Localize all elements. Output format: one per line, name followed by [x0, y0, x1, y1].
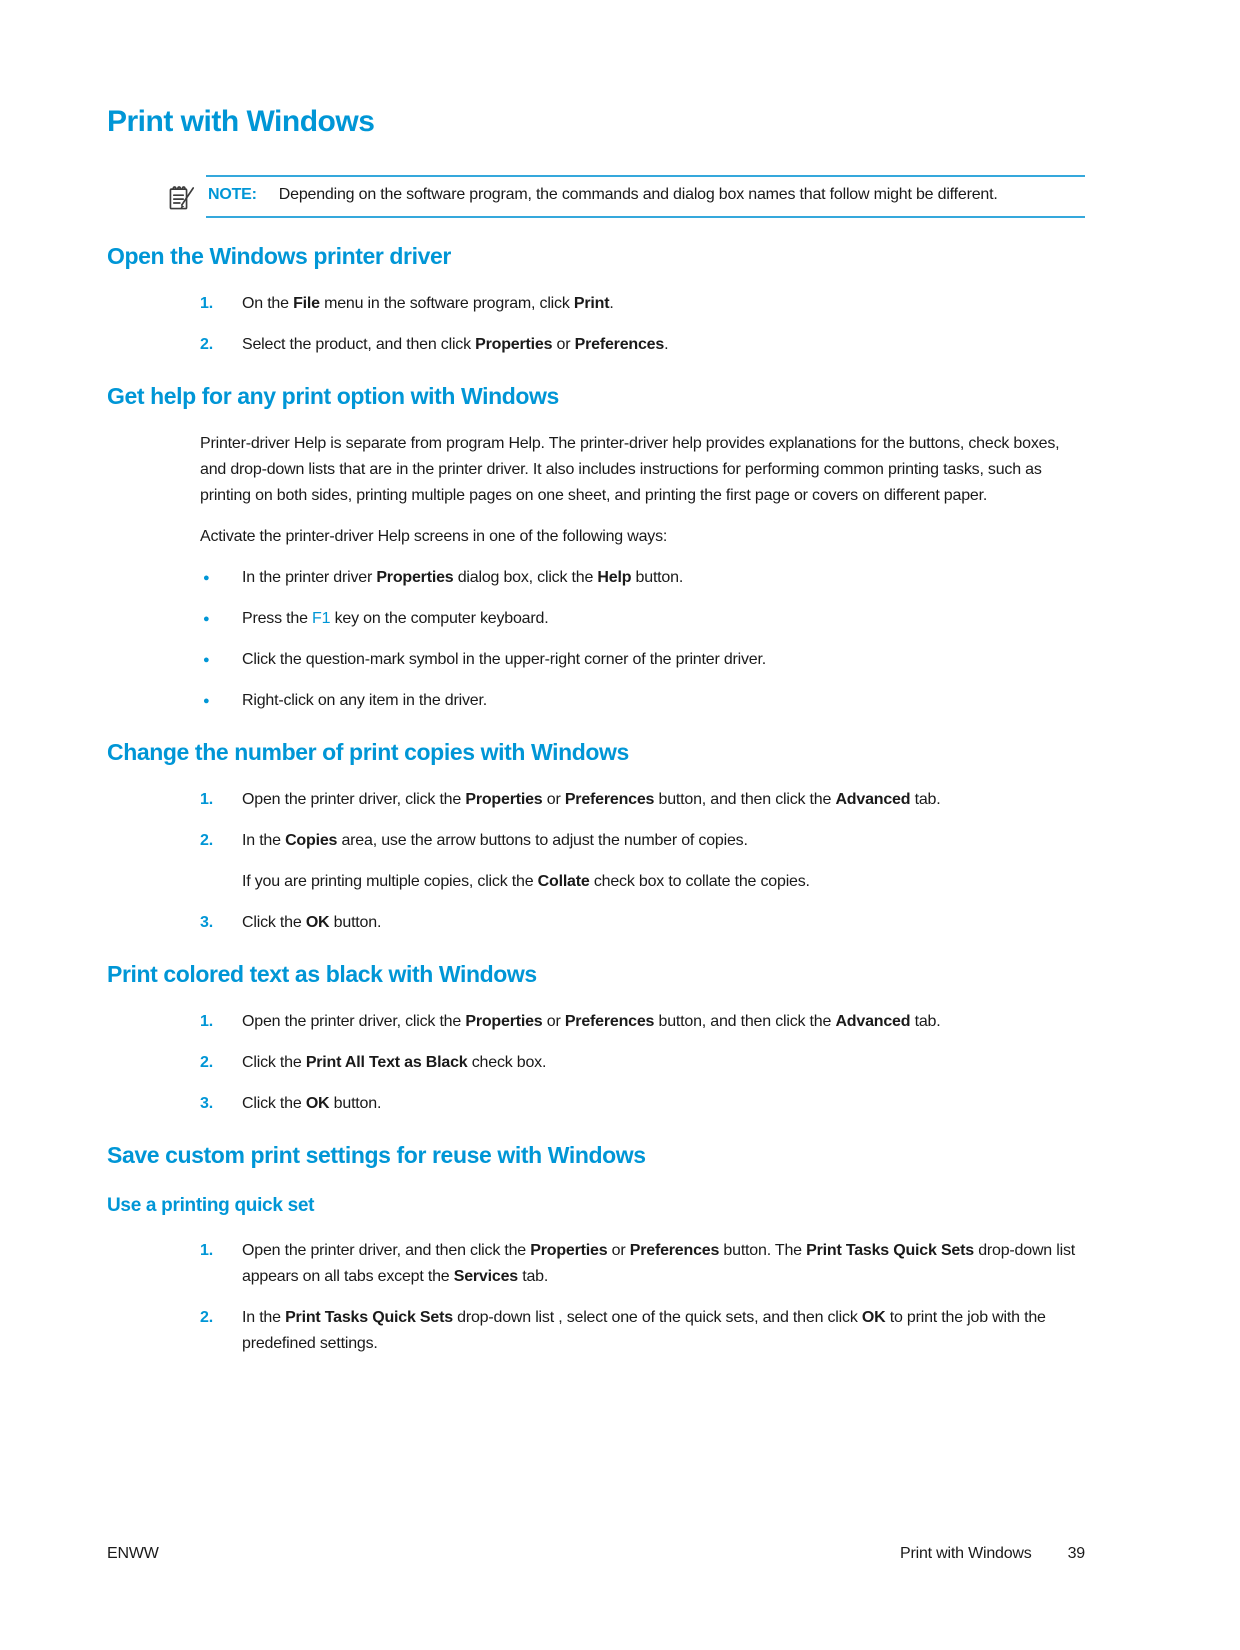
note-body — [279, 186, 998, 203]
text-segment: Preferences — [564, 1013, 655, 1030]
step-text — [242, 1238, 1085, 1290]
footer-section-label: Print with Windows — [900, 1545, 1032, 1562]
page-title: Print with Windows — [107, 105, 375, 138]
text-segment: or — [607, 1242, 630, 1259]
step-item — [200, 291, 1085, 317]
step-number: 2. — [200, 336, 213, 353]
text-segment: Advanced — [835, 791, 911, 808]
step-text — [242, 1305, 1085, 1357]
text-segment: button, and then click the — [654, 791, 836, 808]
text-segment: Right-click on any item in the driver. — [242, 692, 487, 709]
step-number: 1. — [200, 295, 213, 312]
text-segment: In the — [242, 832, 286, 849]
text-segment: . — [609, 295, 614, 312]
section-heading: Open the Windows printer driver — [107, 243, 451, 269]
bullet-text — [242, 647, 1085, 673]
section-heading: Change the number of print copies with Windows — [107, 739, 629, 765]
text-segment: key on the computer keyboard. — [330, 610, 549, 627]
text-segment: . — [664, 336, 669, 353]
page-footer — [107, 1541, 1085, 1567]
bullet-item — [200, 647, 1085, 673]
text-segment: to print the job with the predefined settings. — [242, 1309, 1046, 1352]
footer-right — [900, 1541, 1085, 1567]
text-segment: or — [542, 1013, 565, 1030]
text-segment: If you are printing multiple copies, click the — [242, 873, 538, 890]
bullet-icon: ● — [203, 654, 210, 666]
subsection-heading: Use a printing quick set — [107, 1195, 315, 1216]
step-number: 2. — [200, 1309, 213, 1326]
text-segment: tab. — [910, 1013, 941, 1030]
text-segment: Printer-driver Help is separate from program Help. The printer-driver help provides explanations for the buttons, check boxes, and drop-down lists that are in the printer driver. It also includes instructions for performing common printing tasks, such as printing on both sides, printing multiple pages on one sheet, and printing the first page or covers on different paper. — [200, 435, 1060, 504]
text-segment: Open the printer driver, and then click the — [242, 1242, 531, 1259]
text-segment: Print Tasks Quick Sets — [806, 1242, 974, 1259]
text-segment: Preferences — [574, 336, 665, 353]
text-segment: button, and then click the — [654, 1013, 836, 1030]
bullet-text — [242, 565, 1085, 591]
text-segment: Press the — [242, 610, 313, 627]
text-segment: OK — [305, 1095, 330, 1112]
step-text — [242, 1091, 1085, 1117]
text-segment: Properties — [530, 1242, 608, 1259]
text-segment: Print All Text as Black — [305, 1054, 468, 1071]
text-segment: button. — [329, 914, 382, 931]
step-text — [242, 332, 1085, 358]
paragraph — [200, 524, 1085, 550]
text-segment: Open the printer driver, click the — [242, 1013, 466, 1030]
text-segment: area, use the arrow buttons to adjust the number of copies. — [337, 832, 748, 849]
text-segment: File — [293, 295, 320, 312]
note-text — [208, 182, 1085, 208]
text-segment: drop-down list , select one of the quick sets, and then click — [452, 1309, 862, 1326]
text-segment: check box to collate the copies. — [589, 873, 810, 890]
step-item — [200, 1091, 1085, 1117]
step-item — [200, 787, 1085, 813]
text-segment: OK — [305, 914, 330, 931]
step-text — [242, 910, 1085, 936]
section-heading: Save custom print settings for reuse with Windows — [107, 1142, 646, 1168]
text-segment: Print Tasks Quick Sets — [285, 1309, 453, 1326]
text-segment: OK — [861, 1309, 886, 1326]
note-box — [206, 175, 1085, 218]
bullet-item — [200, 688, 1085, 714]
step-text — [242, 1009, 1085, 1035]
section-save-custom-print-settings — [107, 1141, 1085, 1357]
text-segment: menu in the software program, click — [319, 295, 574, 312]
text-segment: Activate the printer-driver Help screens in one of the following ways: — [200, 528, 668, 545]
step-item — [200, 910, 1085, 936]
section-print-colored-text-black — [107, 960, 1085, 1117]
text-segment: drop-down list appears on all tabs except the — [242, 1242, 1076, 1285]
bullet-text — [242, 688, 1085, 714]
text-segment: Properties — [376, 569, 454, 586]
step-item — [200, 1009, 1085, 1035]
step-number: 2. — [200, 832, 213, 849]
text-segment: tab. — [910, 791, 941, 808]
step-text — [242, 291, 1085, 317]
bullet-item — [200, 565, 1085, 591]
text-segment: Print — [573, 295, 610, 312]
step-subparagraph — [242, 869, 1085, 895]
text-segment: In the printer driver — [242, 569, 377, 586]
text-segment: button. The — [719, 1242, 807, 1259]
text-segment: Services — [453, 1268, 518, 1285]
text-segment: button. — [329, 1095, 382, 1112]
text-segment: Click the — [242, 1095, 306, 1112]
text-segment: button. — [631, 569, 684, 586]
step-number: 1. — [200, 791, 213, 808]
text-segment: dialog box, click the — [453, 569, 598, 586]
text-segment: Properties — [475, 336, 553, 353]
bullet-icon: ● — [203, 613, 210, 625]
step-text — [242, 828, 1085, 854]
text-segment: Click the question-mark symbol in the upper-right corner of the printer driver. — [242, 651, 766, 668]
step-number: 2. — [200, 1054, 213, 1071]
footer-edition-label: ENWW — [107, 1545, 159, 1562]
text-segment: Copies — [285, 832, 338, 849]
cross-reference-link[interactable]: F1 — [312, 610, 331, 627]
text-segment: Depending on the software program, the commands and dialog box names that follow might be different. — [278, 186, 998, 203]
step-item — [200, 828, 1085, 854]
text-segment: Properties — [465, 791, 543, 808]
text-segment: On the — [242, 295, 294, 312]
text-segment: check box. — [467, 1054, 547, 1071]
step-item — [200, 1238, 1085, 1290]
notepad-pencil-icon — [166, 183, 196, 213]
step-item — [200, 1305, 1085, 1357]
bullet-text — [242, 606, 1085, 632]
paragraph — [200, 431, 1085, 509]
step-number: 3. — [200, 914, 213, 931]
text-segment: Help — [597, 569, 632, 586]
text-segment: Preferences — [564, 791, 655, 808]
text-segment: or — [542, 791, 565, 808]
text-segment: tab. — [517, 1268, 549, 1285]
section-heading: Print colored text as black with Windows — [107, 961, 537, 987]
section-get-help-print-option — [107, 382, 1085, 714]
bullet-item — [200, 606, 1085, 632]
step-number: 1. — [200, 1242, 213, 1259]
text-segment: Open the printer driver, click the — [242, 791, 466, 808]
section-heading: Get help for any print option with Windows — [107, 383, 559, 409]
step-item — [200, 332, 1085, 358]
section-open-windows-printer-driver — [107, 242, 1085, 358]
bullet-icon: ● — [203, 695, 210, 707]
text-segment: Collate — [537, 873, 590, 890]
step-number: 3. — [200, 1095, 213, 1112]
text-segment: Select the product, and then click — [242, 336, 476, 353]
text-segment: or — [552, 336, 575, 353]
text-segment: Click the — [242, 914, 306, 931]
step-text — [242, 787, 1085, 813]
footer-page-number: 39 — [1067, 1545, 1085, 1562]
step-number: 1. — [200, 1013, 213, 1030]
step-text — [242, 1050, 1085, 1076]
text-segment: In the — [242, 1309, 286, 1326]
bullet-icon: ● — [203, 572, 210, 584]
section-change-number-of-copies — [107, 738, 1085, 936]
text-segment: Properties — [465, 1013, 543, 1030]
text-segment: Click the — [242, 1054, 306, 1071]
text-segment: Preferences — [629, 1242, 720, 1259]
note-label: NOTE: — [208, 186, 257, 203]
text-segment: Advanced — [835, 1013, 911, 1030]
step-item — [200, 1050, 1085, 1076]
